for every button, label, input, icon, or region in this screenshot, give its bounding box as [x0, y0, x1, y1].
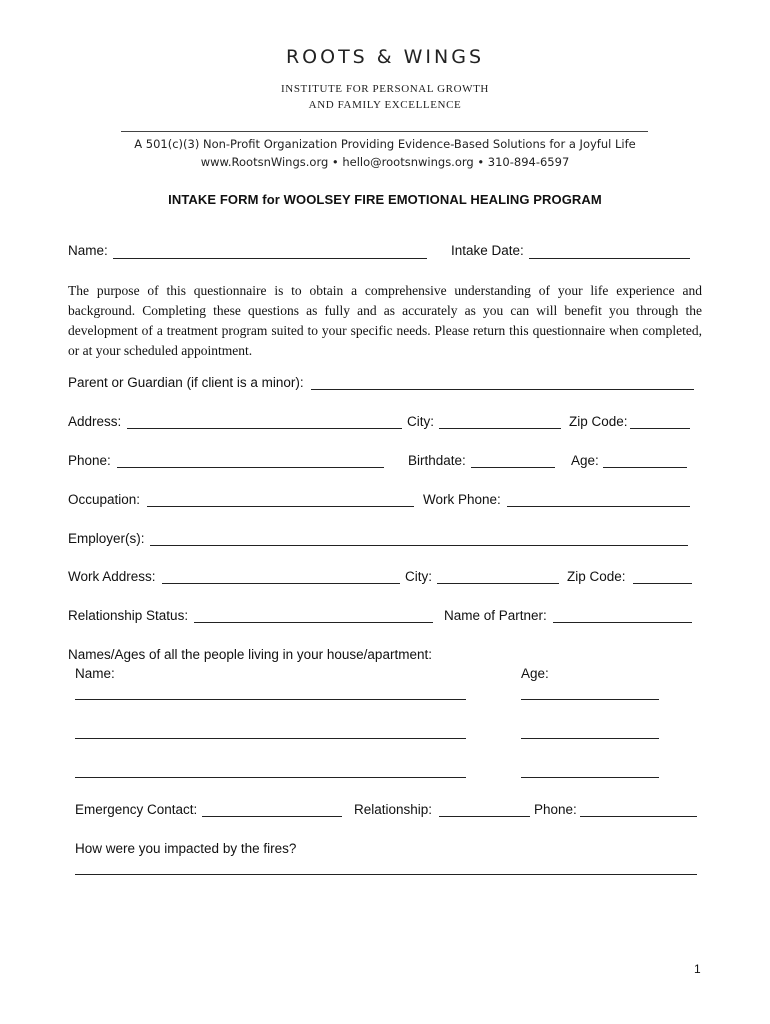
organization-tagline: A 501(c)(3) Non-Profit Organization Providing Evidence-Based Solutions for a Joyful Life [134, 137, 636, 151]
partner-name-label: Name of Partner: [444, 608, 547, 623]
birthdate-field[interactable] [471, 467, 555, 468]
emergency-contact-field[interactable] [202, 816, 342, 817]
employer-label: Employer(s): [68, 531, 145, 546]
relationship-status-field[interactable] [194, 622, 433, 623]
occupation-field[interactable] [147, 506, 414, 507]
household-name-header: Name: [75, 666, 115, 681]
birthdate-label: Birthdate: [408, 453, 466, 468]
household-name-field[interactable] [75, 738, 466, 739]
zip-code-label: Zip Code: [569, 414, 628, 429]
work-phone-field[interactable] [507, 506, 690, 507]
work-address-field[interactable] [162, 583, 400, 584]
phone-field[interactable] [117, 467, 384, 468]
age-field[interactable] [603, 467, 687, 468]
partner-name-field[interactable] [553, 622, 692, 623]
name-field[interactable] [113, 258, 427, 259]
guardian-label: Parent or Guardian (if client is a minor): [68, 375, 304, 390]
address-field[interactable] [127, 428, 402, 429]
zip-code-field[interactable] [630, 428, 690, 429]
address-label: Address: [68, 414, 122, 429]
emergency-phone-label: Phone: [534, 802, 577, 817]
household-age-header: Age: [521, 666, 549, 681]
name-label: Name: [68, 243, 108, 258]
work-address-label: Work Address: [68, 569, 156, 584]
work-city-label: City: [405, 569, 432, 584]
work-city-field[interactable] [437, 583, 559, 584]
age-label: Age: [571, 453, 599, 468]
household-age-field[interactable] [521, 699, 659, 700]
employer-field[interactable] [150, 545, 688, 546]
work-phone-label: Work Phone: [423, 492, 501, 507]
work-zip-field[interactable] [633, 583, 692, 584]
phone-label: Phone: [68, 453, 111, 468]
household-age-field[interactable] [521, 738, 659, 739]
logo-subtitle-line1: INSTITUTE FOR PERSONAL GROWTH [281, 83, 489, 95]
logo-subtitle-line2: AND FAMILY EXCELLENCE [308, 99, 462, 111]
contact-info: www.RootsnWings.org • hello@rootsnwings.org • 310-894-6597 [200, 155, 570, 169]
fires-impact-question: How were you impacted by the fires? [75, 841, 297, 856]
header-divider [121, 131, 648, 132]
relationship-field[interactable] [439, 816, 530, 817]
household-name-field[interactable] [75, 777, 466, 778]
household-name-field[interactable] [75, 699, 466, 700]
relationship-status-label: Relationship Status: [68, 608, 189, 623]
emergency-phone-field[interactable] [580, 816, 697, 817]
city-field[interactable] [439, 428, 561, 429]
city-label: City: [407, 414, 434, 429]
household-label: Names/Ages of all the people living in your house/apartment: [68, 647, 432, 662]
occupation-label: Occupation: [68, 492, 141, 507]
intake-date-label: Intake Date: [451, 243, 524, 258]
work-zip-label: Zip Code: [567, 569, 626, 584]
fires-impact-field[interactable] [75, 874, 697, 875]
relationship-label: Relationship: [354, 802, 433, 817]
form-title: INTAKE FORM for WOOLSEY FIRE EMOTIONAL HEALING PROGRAM [168, 192, 602, 207]
household-age-field[interactable] [521, 777, 659, 778]
purpose-paragraph: The purpose of this questionnaire is to obtain a comprehensive understanding of your life experience and background. Completing these questions as fully and as accurately as you can will benefit you through the development of a treatment program suited to your specific needs. Please return this questionnaire when completed, or at your scheduled appointment. [68, 283, 702, 358]
guardian-field[interactable] [311, 389, 694, 390]
intake-date-field[interactable] [529, 258, 690, 259]
emergency-contact-label: Emergency Contact: [75, 802, 198, 817]
logo-wordmark: ROOTS & WINGS [285, 46, 485, 68]
page-number: 1 [694, 962, 701, 976]
